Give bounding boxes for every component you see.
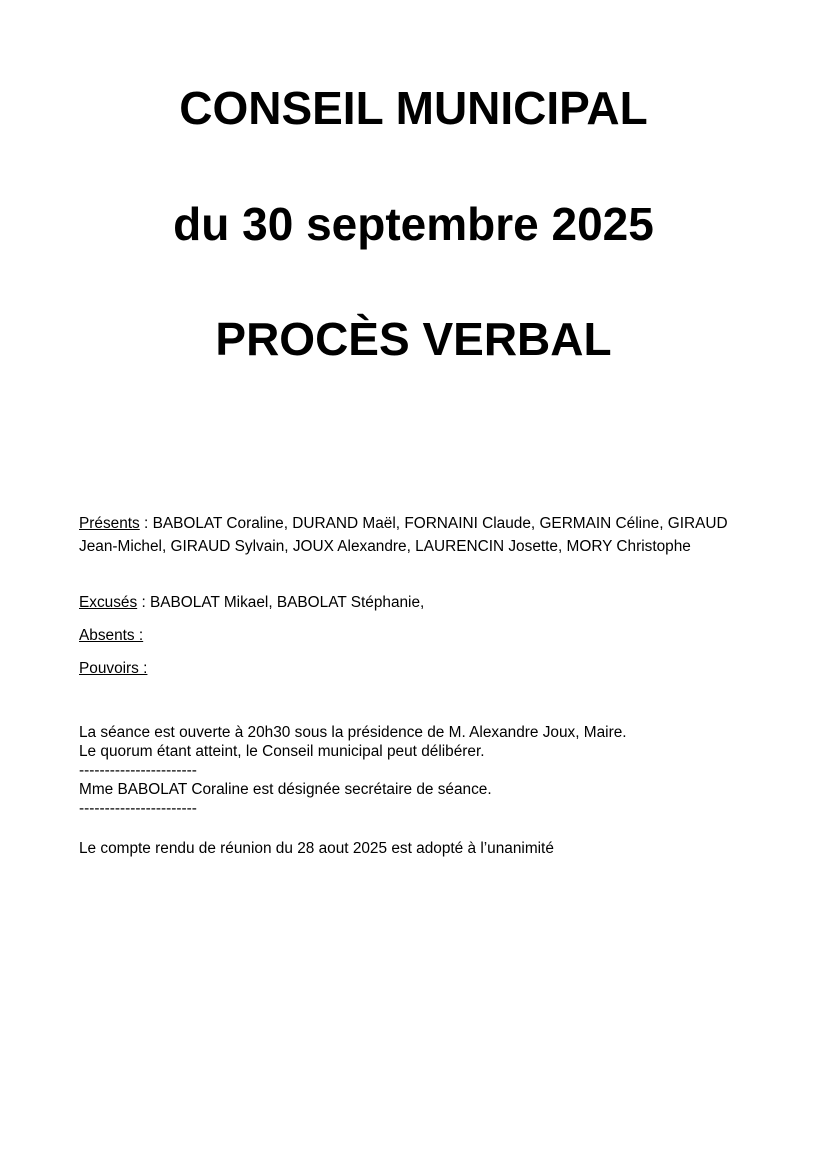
title-conseil-municipal: CONSEIL MUNICIPAL	[179, 82, 648, 134]
title-date: du 30 septembre 2025	[173, 198, 654, 250]
pouvoirs-paragraph	[79, 657, 749, 680]
secretary-statement: Mme BABOLAT Coraline est désignée secrétaire de séance.	[79, 781, 492, 798]
excuses-label: Excusés	[79, 594, 138, 611]
title-proces-verbal: PROCÈS VERBAL	[215, 313, 612, 365]
pouvoirs-label: Pouvoirs :	[79, 660, 148, 677]
separator-line: -----------------------	[79, 800, 197, 817]
previous-report-statement: Le compte rendu de réunion du 28 aout 2025 est adopté à l’unanimité	[79, 840, 554, 857]
excuses-paragraph	[79, 591, 749, 614]
absents-paragraph	[79, 624, 749, 647]
absents-label: Absents :	[79, 627, 144, 644]
presents-paragraph	[79, 512, 749, 558]
opening-statement: La séance est ouverte à 20h30 sous la présidence de M. Alexandre Joux, Maire.	[79, 724, 627, 741]
excuses-separator: :	[137, 594, 150, 611]
separator-line: -----------------------	[79, 762, 197, 779]
presents-list: BABOLAT Coraline, DURAND Maël, FORNAINI Claude, GERMAIN Céline, GIRAUD Jean-Michel, GIRAUD Sylvain, JOUX Alexandre, LAURENCIN Josette, MORY Christophe	[79, 515, 728, 555]
quorum-statement: Le quorum étant atteint, le Conseil municipal peut délibérer.	[79, 743, 485, 760]
excuses-list: BABOLAT Mikael, BABOLAT Stéphanie,	[150, 594, 425, 611]
presents-separator: :	[139, 515, 153, 532]
presents-label: Présents	[79, 515, 140, 532]
